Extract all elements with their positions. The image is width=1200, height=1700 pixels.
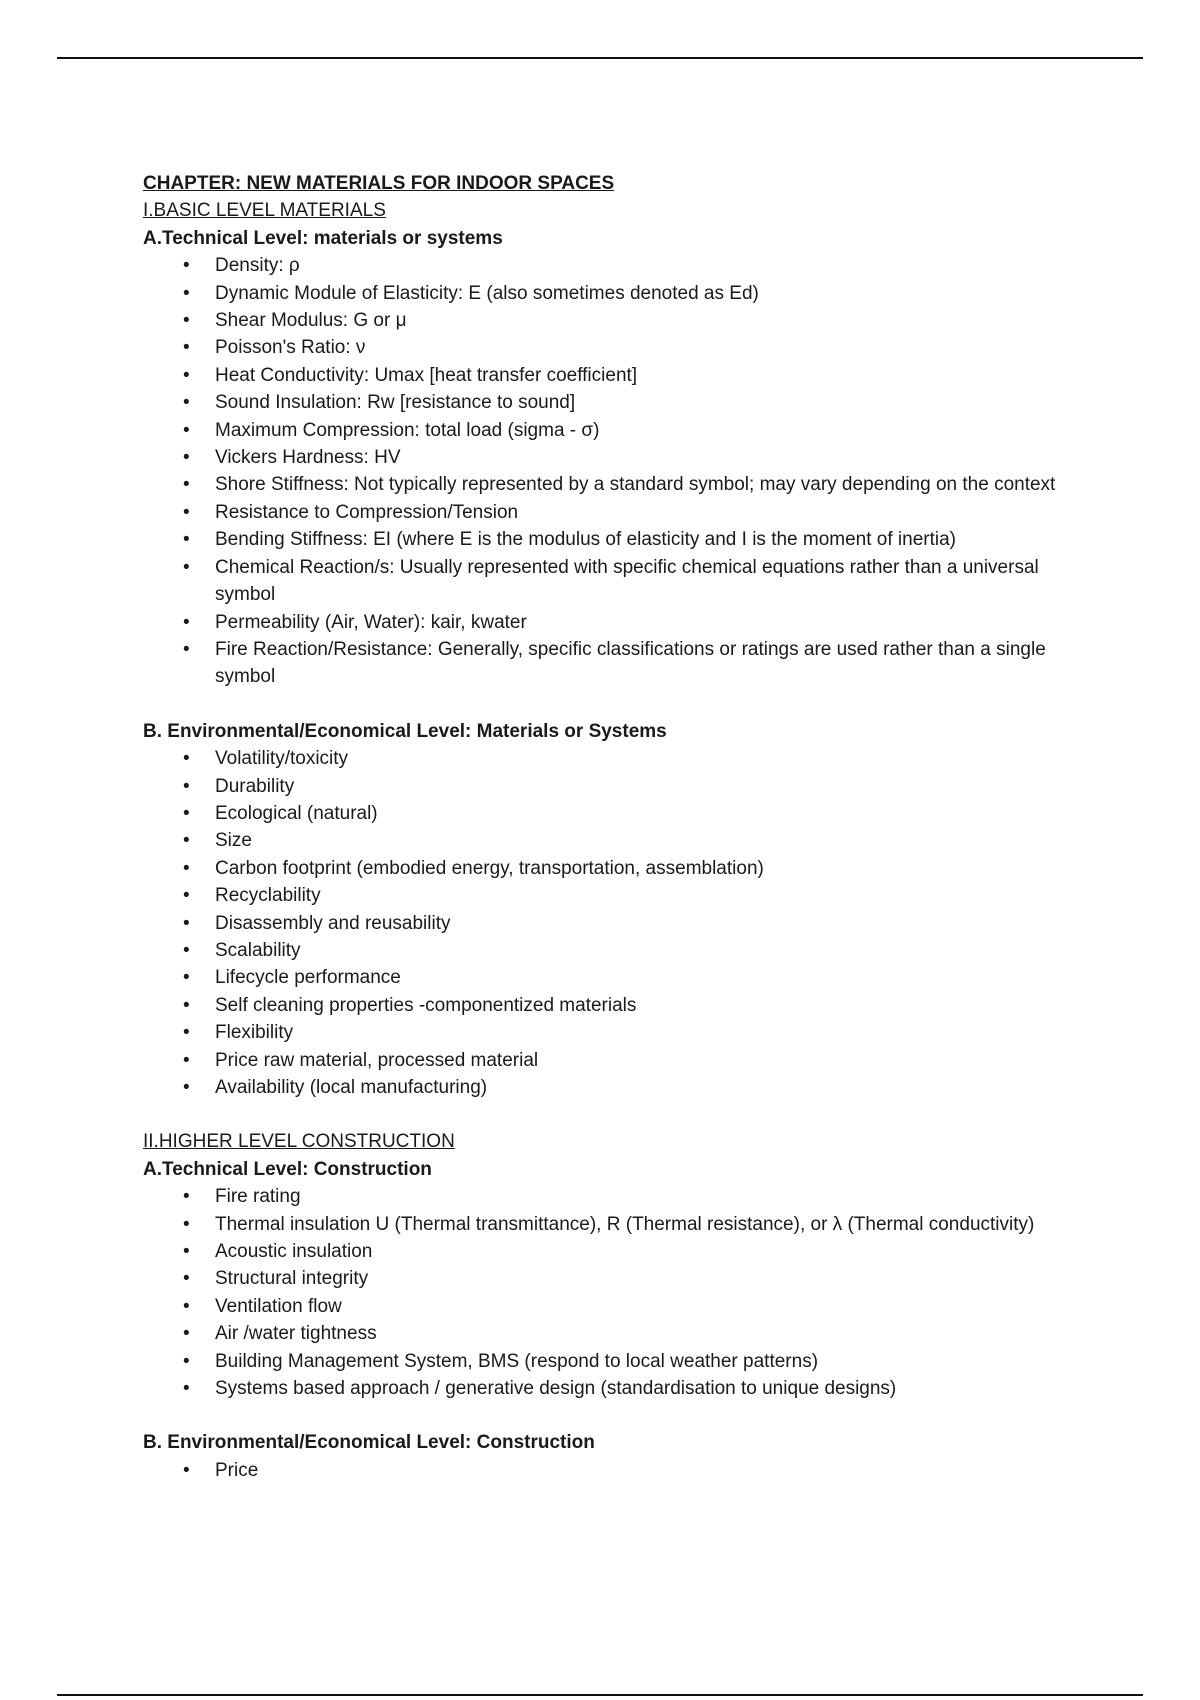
list-item: • Heat Conductivity: Umax [heat transfer coefficient] [143, 362, 1083, 389]
list-item: • Price raw material, processed material [143, 1047, 1083, 1074]
list-item: • Resistance to Compression/Tension [143, 499, 1083, 526]
part-2-section-a-heading: A.Technical Level: Construction [143, 1158, 432, 1180]
list-item: • Thermal insulation U (Thermal transmittance), R (Thermal resistance), or λ (Thermal conductivity) [143, 1211, 1083, 1238]
list-item: • Lifecycle performance [143, 964, 1083, 991]
list-item: • Ventilation flow [143, 1293, 1083, 1320]
part-1-heading: I.BASIC LEVEL MATERIALS [143, 200, 386, 222]
list-item: • Systems based approach / generative design (standardisation to unique designs) [143, 1375, 1083, 1402]
list-item: • Availability (local manufacturing) [143, 1074, 1083, 1101]
list-item: • Ecological (natural) [143, 800, 1083, 827]
document-body [143, 170, 1083, 1484]
part-2-section-a-list [143, 1183, 1083, 1402]
part-2-section-b-list [143, 1457, 1083, 1484]
spacer [143, 691, 1083, 718]
list-item: • Shear Modulus: G or μ [143, 307, 1083, 334]
list-item: • Carbon footprint (embodied energy, transportation, assemblation) [143, 855, 1083, 882]
list-item: • Price [143, 1457, 1083, 1484]
list-item: • Fire rating [143, 1183, 1083, 1210]
part-1-section-b-heading: B. Environmental/Economical Level: Materials or Systems [143, 720, 667, 742]
header-rule [57, 57, 1143, 59]
list-item: • Durability [143, 773, 1083, 800]
list-item: • Acoustic insulation [143, 1238, 1083, 1265]
list-item: • Self cleaning properties -componentized materials [143, 992, 1083, 1019]
list-item: • Scalability [143, 937, 1083, 964]
spacer [143, 1101, 1083, 1128]
list-item: • Structural integrity [143, 1265, 1083, 1292]
list-item: • Vickers Hardness: HV [143, 444, 1083, 471]
part-1-section-b-list [143, 745, 1083, 1101]
part-2-heading: II.HIGHER LEVEL CONSTRUCTION [143, 1131, 455, 1153]
list-item: • Air /water tightness [143, 1320, 1083, 1347]
list-item: • Bending Stiffness: EI (where E is the modulus of elasticity and I is the moment of inertia) [143, 526, 1083, 553]
list-item: • Disassembly and reusability [143, 910, 1083, 937]
list-item: • Permeability (Air, Water): kair, kwater [143, 609, 1083, 636]
part-1-section-a-list [143, 252, 1083, 691]
list-item: • Shore Stiffness: Not typically represented by a standard symbol; may vary depending on the context [143, 471, 1083, 498]
list-item: • Density: ρ [143, 252, 1083, 279]
part-2-section-b-heading: B. Environmental/Economical Level: Construction [143, 1432, 595, 1454]
spacer [143, 1402, 1083, 1429]
chapter-title: CHAPTER: NEW MATERIALS FOR INDOOR SPACES [143, 173, 615, 194]
list-item: • Fire Reaction/Resistance: Generally, specific classifications or ratings are used rather than a single symbol [143, 636, 1083, 691]
list-item: • Size [143, 827, 1083, 854]
list-item: • Building Management System, BMS (respond to local weather patterns) [143, 1348, 1083, 1375]
list-item: • Flexibility [143, 1019, 1083, 1046]
footer-rule [57, 1694, 1143, 1696]
list-item: • Poisson's Ratio: ν [143, 334, 1083, 361]
list-item: • Sound Insulation: Rw [resistance to sound] [143, 389, 1083, 416]
list-item: • Recyclability [143, 882, 1083, 909]
list-item: • Maximum Compression: total load (sigma - σ) [143, 417, 1083, 444]
list-item: • Dynamic Module of Elasticity: E (also sometimes denoted as Ed) [143, 280, 1083, 307]
part-1-section-a-heading: A.Technical Level: materials or systems [143, 227, 503, 249]
list-item: • Chemical Reaction/s: Usually represented with specific chemical equations rather than a universal symbol [143, 554, 1083, 609]
list-item: • Volatility/toxicity [143, 745, 1083, 772]
